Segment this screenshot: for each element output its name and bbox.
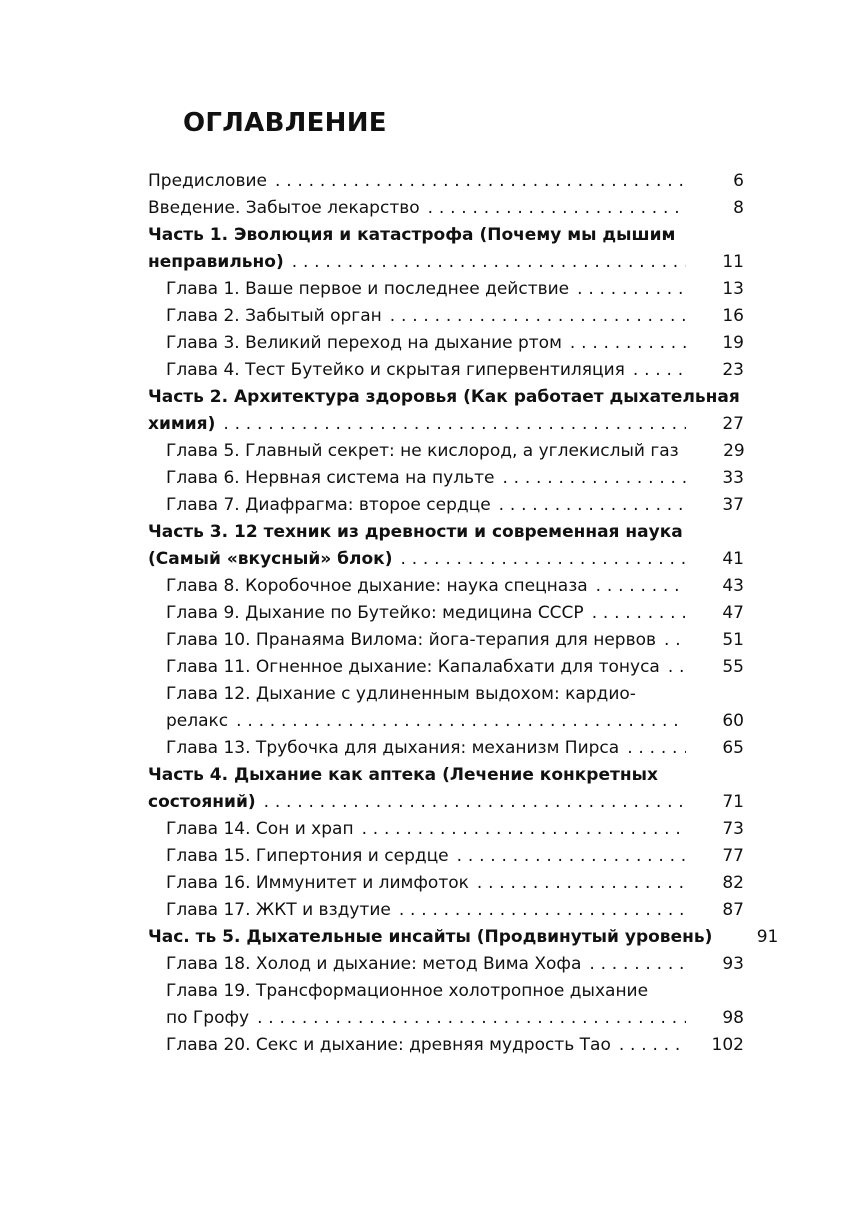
toc-chapter-entry: [0, 465, 856, 492]
dot-leader: [223, 411, 686, 438]
dot-leader: [577, 276, 686, 303]
toc-page-number: 29: [723, 441, 745, 461]
toc-page-number: 102: [711, 1035, 744, 1055]
toc-line: [148, 546, 744, 573]
toc-line: [166, 870, 744, 897]
toc-entry-title: Глава 8. Коробочное дыхание: наука спецназа: [166, 576, 588, 596]
toc-chapter-entry: [0, 1032, 856, 1059]
dot-leader: [619, 1032, 686, 1059]
toc-entry-title: Глава 5. Главный секрет: не кислород, а углекислый газ: [166, 441, 679, 461]
toc-part-entry: [0, 384, 856, 438]
toc-entry-title: Часть 4. Дыхание как аптека (Лечение конкретных: [148, 765, 658, 785]
toc-entry-title: Глава 13. Трубочка для дыхания: механизм Пирса: [166, 738, 620, 758]
page-title: ОГЛАВЛЕНИЕ: [183, 108, 387, 138]
toc-entry-title: Часть 3. 12 техник из древности и современная наука: [148, 522, 683, 542]
toc-page-number: 8: [733, 198, 744, 218]
toc-line: [166, 951, 744, 978]
toc-entry-title: состояний): [148, 792, 256, 812]
toc-entry-title: Глава 15. Гипертония и сердце: [166, 846, 449, 866]
toc-line: [166, 600, 744, 627]
toc-page-number: 77: [722, 846, 744, 866]
dot-leader: [401, 546, 687, 573]
toc-entry-title: Глава 2. Забытый орган: [166, 306, 382, 326]
dot-leader: [668, 654, 686, 681]
toc-line: [166, 708, 744, 735]
toc-entry-title: Глава 1. Ваше первое и последнее действие: [166, 279, 570, 299]
toc-chapter-entry: [0, 843, 856, 870]
toc-entry-title: Глава 7. Диафрагма: второе сердце: [166, 495, 491, 515]
toc-line: [166, 465, 744, 492]
toc-entry-title: релакс: [166, 711, 229, 731]
toc-line: [148, 411, 744, 438]
toc-line: [166, 573, 744, 600]
toc-line: [166, 843, 744, 870]
dot-leader: [257, 1005, 686, 1032]
toc-entry-title: Глава 10. Пранаяма Вилома: йога-терапия для нервов: [166, 630, 657, 650]
toc-entry-title: Часть 1. Эволюция и катастрофа (Почему мы дышим: [148, 225, 676, 245]
dot-leader: [457, 843, 686, 870]
toc-entry-title: Глава 18. Холод и дыхание: метод Вима Хофа: [166, 954, 582, 974]
toc-page-number: 13: [722, 279, 744, 299]
toc-line: [166, 1005, 744, 1032]
toc-part-entry: [0, 195, 856, 222]
toc-page-number: 51: [722, 630, 744, 650]
toc-line: [166, 330, 744, 357]
dot-leader: [399, 897, 686, 924]
dot-leader: [664, 627, 686, 654]
dot-leader: [633, 357, 686, 384]
toc-page-number: 73: [722, 819, 744, 839]
toc-page-number: 87: [722, 900, 744, 920]
dot-leader: [236, 708, 686, 735]
toc-page-number: 41: [722, 549, 744, 569]
toc-entry-title: Глава 6. Нервная система на пульте: [166, 468, 495, 488]
toc-entry-title: Глава 19. Трансформационное холотропное дыхание: [166, 981, 649, 1001]
toc-entry-title: Глава 16. Иммунитет и лимфоток: [166, 873, 469, 893]
toc-chapter-entry: [0, 870, 856, 897]
toc-part-entry: [0, 519, 856, 573]
dot-leader: [596, 573, 686, 600]
toc-part-entry: [0, 168, 856, 195]
toc-chapter-entry: [0, 276, 856, 303]
toc-entry-title: Глава 17. ЖКТ и вздутие: [166, 900, 391, 920]
toc-entry-title: Глава 20. Секс и дыхание: древняя мудрость Тао: [166, 1035, 611, 1055]
toc-line: [166, 978, 744, 1005]
toc-entry-title: Предисловие: [148, 171, 267, 191]
toc-entry-title: Глава 11. Огненное дыхание: Капалабхати для тонуса: [166, 657, 660, 677]
toc-chapter-entry: [0, 735, 856, 762]
dot-leader: [589, 951, 686, 978]
toc-line: [166, 681, 744, 708]
toc-page-number: 47: [722, 603, 744, 623]
toc-line: [166, 816, 744, 843]
toc-entry-title: Часть 2. Архитектура здоровья (Как работает дыхательная: [148, 387, 740, 407]
toc-entry-title: (Самый «вкусный» блок): [148, 549, 393, 569]
toc-chapter-entry: [0, 303, 856, 330]
toc-line: [166, 897, 744, 924]
toc-entry-title: неправильно): [148, 252, 284, 272]
toc-line: [166, 492, 744, 519]
toc-chapter-entry: [0, 816, 856, 843]
toc-entry-title: химия): [148, 414, 216, 434]
toc-part-entry: [0, 762, 856, 816]
toc-page-number: 11: [722, 252, 744, 272]
dot-leader: [502, 465, 686, 492]
dot-leader: [592, 600, 686, 627]
dot-leader: [292, 249, 686, 276]
toc-line: [148, 789, 744, 816]
toc-line: [166, 303, 744, 330]
toc-entry-title: Глава 9. Дыхание по Бутейко: медицина СССР: [166, 603, 584, 623]
dot-leader: [499, 492, 686, 519]
toc-chapter-entry: [0, 978, 856, 1032]
toc-line: [166, 357, 744, 384]
toc-page-number: 37: [722, 495, 744, 515]
toc-chapter-entry: [0, 654, 856, 681]
toc-line: [148, 384, 744, 411]
toc-page-number: 23: [722, 360, 744, 380]
toc-chapter-entry: [0, 627, 856, 654]
toc-line: [166, 1032, 744, 1059]
dot-leader: [570, 330, 686, 357]
toc-part-entry: [0, 222, 856, 276]
toc-page-number: 98: [722, 1008, 744, 1028]
toc-chapter-entry: [0, 573, 856, 600]
toc-page-number: 19: [722, 333, 744, 353]
toc-line: [166, 654, 744, 681]
toc-page-number: 71: [722, 792, 744, 812]
dot-leader: [390, 303, 686, 330]
toc-chapter-entry: [0, 330, 856, 357]
toc-page-number: 43: [722, 576, 744, 596]
toc-entry-title: Час. ть 5. Дыхательные инсайты (Продвинутый уровень): [148, 927, 713, 947]
toc-line: [148, 195, 744, 222]
toc-line: [148, 249, 744, 276]
toc-entry-title: Глава 12. Дыхание с удлиненным выдохом: кардио-: [166, 684, 636, 704]
toc-line: [166, 735, 744, 762]
toc-line: [148, 222, 744, 249]
toc-page-number: 6: [733, 171, 744, 191]
dot-leader: [477, 870, 686, 897]
toc-chapter-entry: [0, 951, 856, 978]
toc-page-number: 65: [722, 738, 744, 758]
toc-line: [148, 519, 744, 546]
toc-entry-title: Глава 4. Тест Бутейко и скрытая гипервентиляция: [166, 360, 625, 380]
table-of-contents: [0, 168, 856, 1059]
toc-page-number: 82: [722, 873, 744, 893]
toc-chapter-entry: [0, 438, 856, 465]
toc-entry-title: по Грофу: [166, 1008, 250, 1028]
dot-leader: [428, 195, 686, 222]
toc-line: [148, 762, 744, 789]
toc-chapter-entry: [0, 600, 856, 627]
toc-entry-title: Введение. Забытое лекарство: [148, 198, 420, 218]
dot-leader: [362, 816, 686, 843]
toc-page-number: 91: [756, 927, 779, 947]
toc-chapter-entry: [0, 897, 856, 924]
toc-chapter-entry: [0, 492, 856, 519]
toc-line: [166, 276, 744, 303]
toc-page-number: 16: [722, 306, 744, 326]
toc-page-number: 33: [722, 468, 744, 488]
toc-page-number: 55: [722, 657, 744, 677]
toc-line: [148, 168, 744, 195]
toc-chapter-entry: [0, 681, 856, 735]
toc-page-number: 93: [722, 954, 744, 974]
toc-page-number: 60: [722, 711, 744, 731]
toc-entry-title: Глава 3. Великий переход на дыхание ртом: [166, 333, 562, 353]
dot-leader: [627, 735, 686, 762]
toc-line: [148, 924, 779, 951]
toc-part-entry: [0, 924, 856, 951]
toc-page-number: 27: [722, 414, 744, 434]
toc-entry-title: Глава 14. Сон и храп: [166, 819, 354, 839]
dot-leader: [275, 168, 686, 195]
toc-line: [166, 627, 744, 654]
toc-chapter-entry: [0, 357, 856, 384]
toc-line: [166, 438, 744, 465]
dot-leader: [264, 789, 686, 816]
